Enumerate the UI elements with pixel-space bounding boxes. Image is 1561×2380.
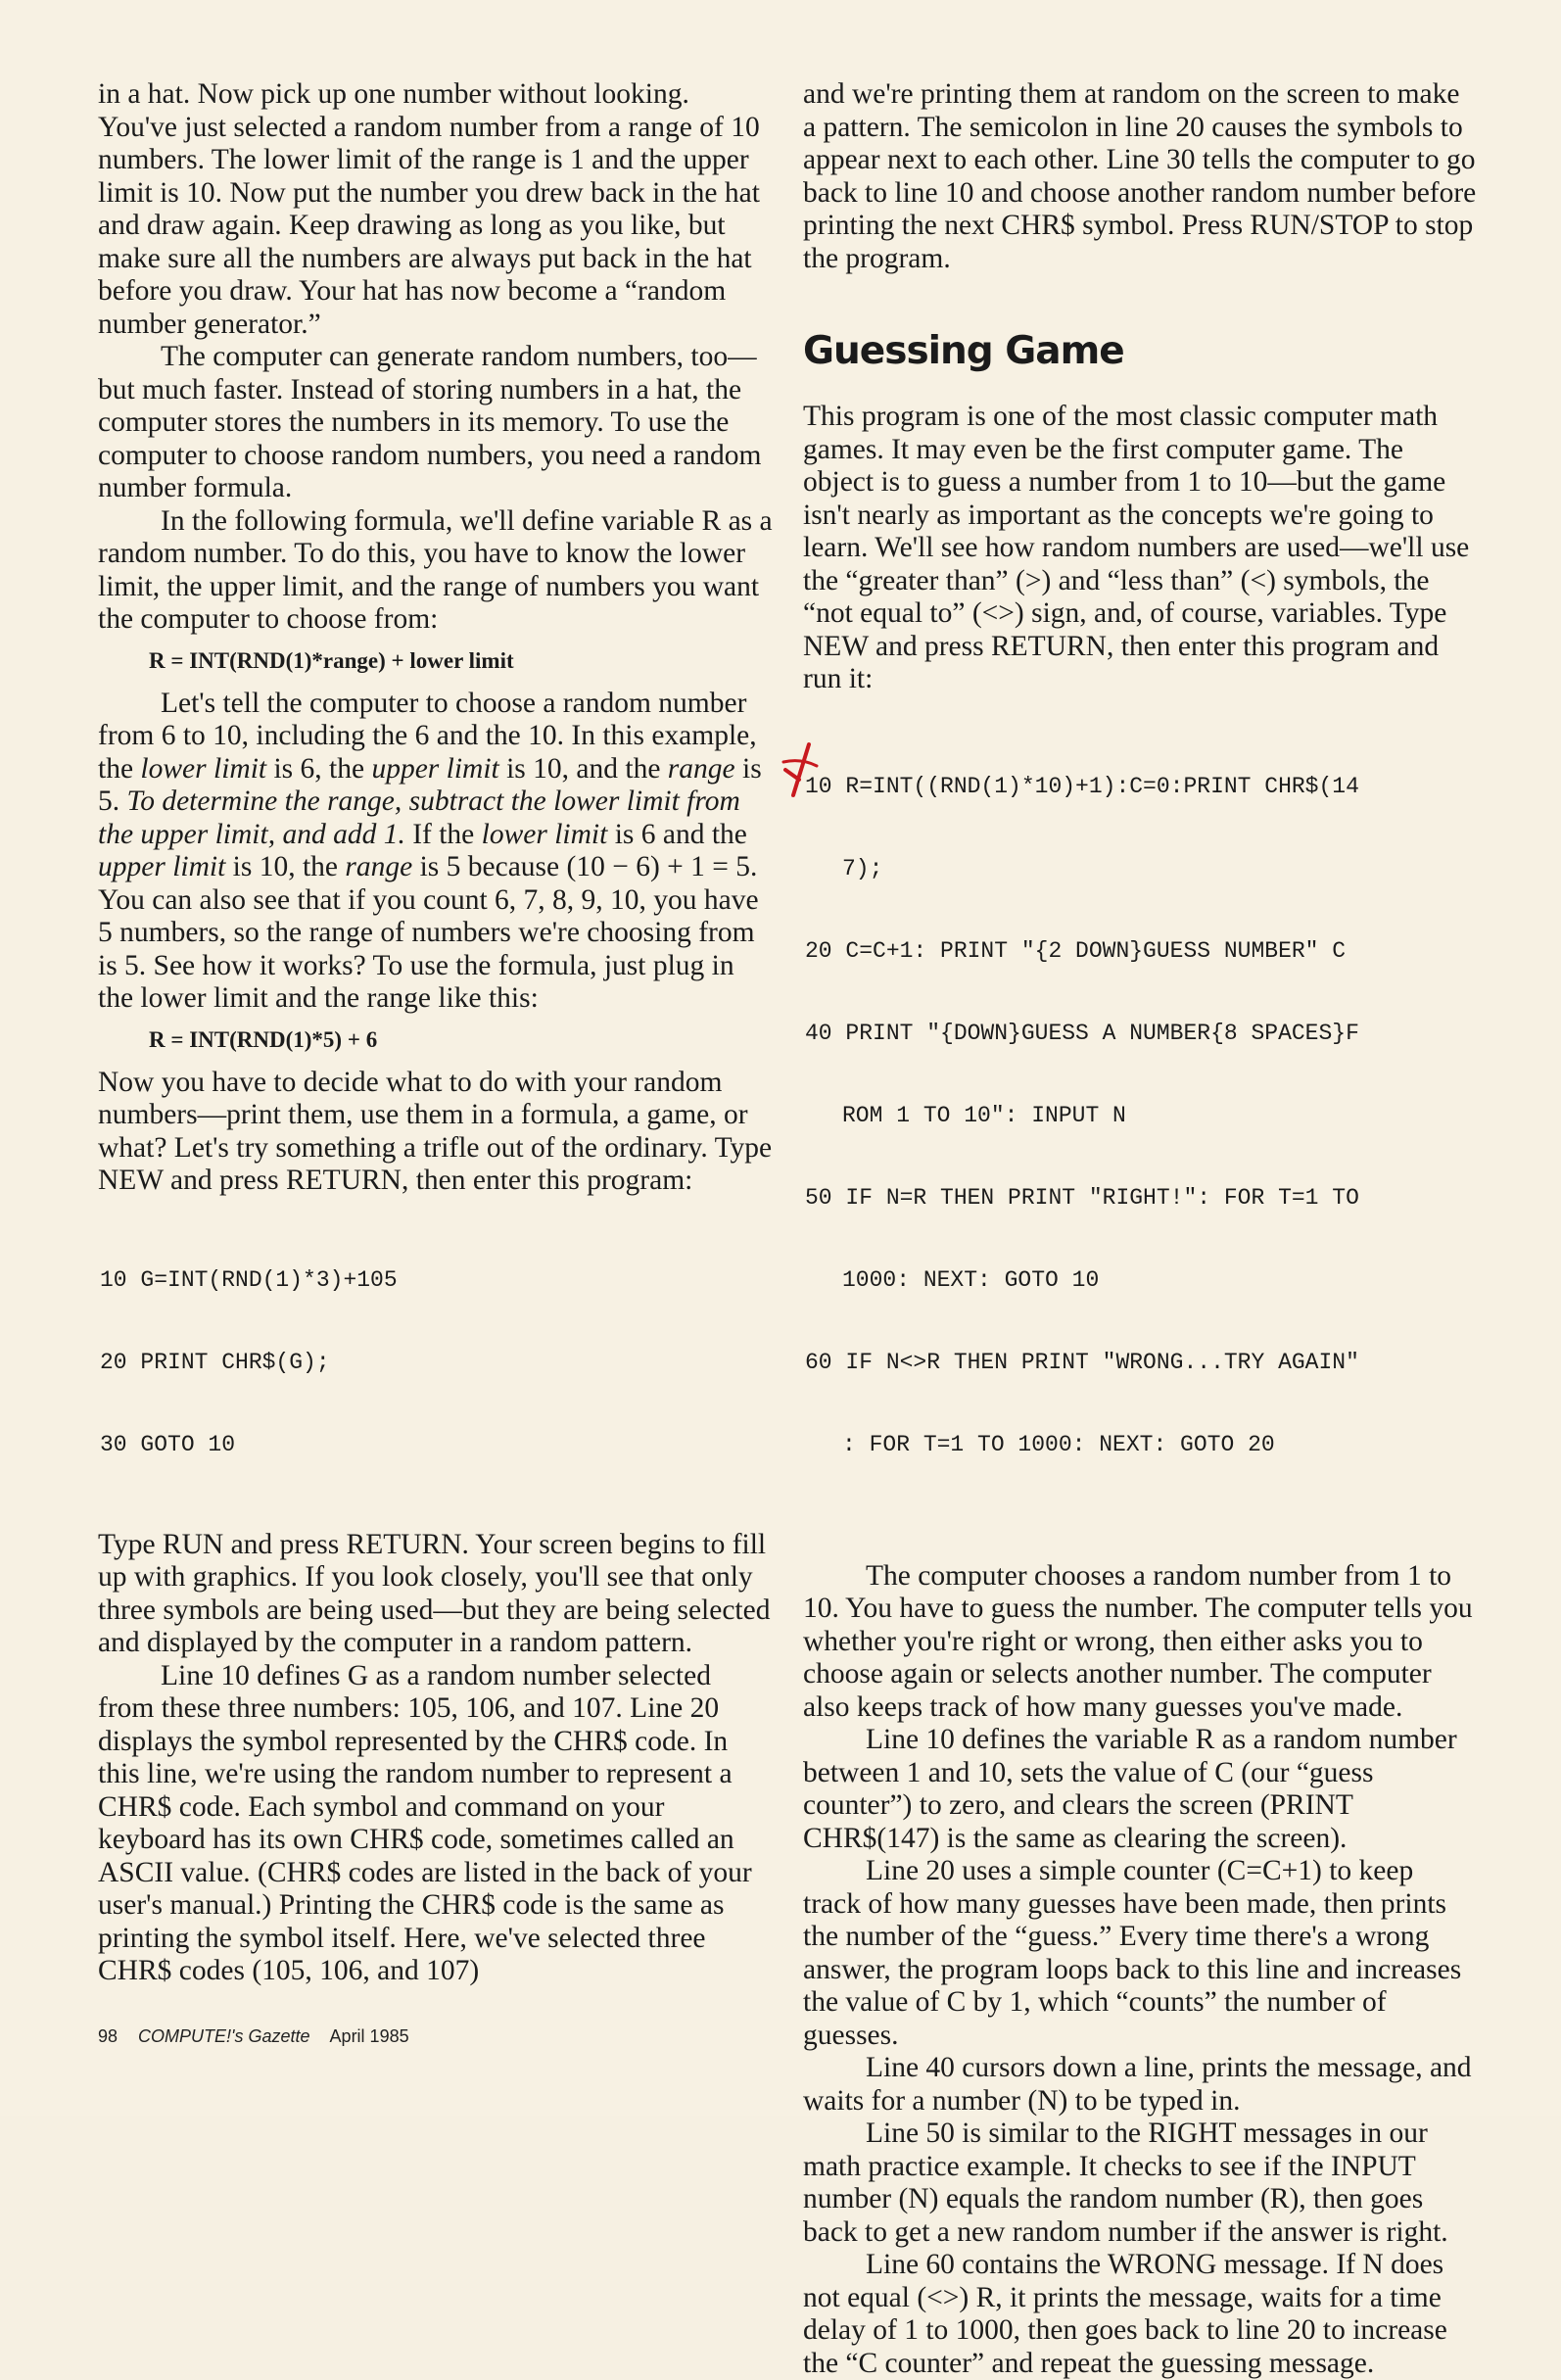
magazine-name: COMPUTE!'s Gazette [138, 2026, 310, 2046]
section-heading: Guessing Game [803, 329, 1124, 373]
code-line-continuation: 1000: NEXT: GOTO 10 [842, 1266, 1100, 1293]
red-pen-check-mark-icon [780, 740, 823, 799]
page-footer [98, 2026, 425, 2047]
code-line: 40 PRINT "{DOWN}GUESS A NUMBER{8 SPACES}F [805, 1020, 1359, 1046]
emphasis: upper limit [98, 851, 226, 882]
code-line: 30 GOTO 10 [100, 1431, 236, 1457]
left-column [98, 78, 774, 1988]
paragraph: Line 20 uses a simple counter (C=C+1) to keep track of how many guesses have been made, then prints the number of the “guess.” Every time there's a wrong answer, the program loops back to this line and increases the value of C by 1, which “counts” the number of guesses. [803, 1855, 1462, 2051]
paragraph: Line 10 defines G as a random number selected from these three numbers: 105, 106, and 107. Line 20 displays the symbol represented by the CHR$ code. In this line, we're using the random number to represent a CHR$ code. Each symbol and command on your keyboard has its own CHR$ code, sometimes called an ASCII value. (CHR$ codes are listed in the back of your user's manual.) Printing the CHR$ code is the same as printing the symbol itself. Here, we've selected three CHR$ codes (105, 106, and 107) [98, 1659, 752, 1986]
emphasis: lower limit [140, 752, 267, 785]
text-run: is 10, the [225, 851, 346, 882]
paragraph: Line 10 defines the variable R as a random number between 1 and 10, sets the value of C (our “guess counter”) to zero, and clears the screen (PRINT CHR$(147) is the same as clearing the screen). [803, 1724, 1457, 1854]
code-listing-random-graphics [100, 1212, 774, 1513]
code-line: 50 IF N=R THEN PRINT "RIGHT!": FOR T=1 TO [805, 1184, 1359, 1211]
text-run: is 10, and the [498, 752, 668, 785]
paragraph: Line 50 is similar to the RIGHT messages in our math practice example. It checks to see if the INPUT number (N) equals the random number (R), then goes back to get a new random number if the answer is right. [803, 2118, 1448, 2248]
paragraph: Now you have to decide what to do with your random numbers—print them, use them in a formula, a game, or what? Let's try something a trifle out of the ordinary. Type NEW and press RETURN, then enter this program: [98, 1066, 773, 1196]
text-run: Let's tell the computer to choose a random number from 6 to 10, including the 6 and the 10. In this example, the [98, 687, 757, 785]
emphasis: range [667, 752, 735, 785]
paragraph-example [98, 688, 774, 1016]
code-line-continuation: : FOR T=1 TO 1000: NEXT: GOTO 20 [842, 1431, 1275, 1457]
right-column [803, 78, 1477, 2380]
emphasis: range [345, 851, 413, 882]
issue-date: April 1985 [329, 2026, 409, 2046]
emphasis-rule: To determine the range, subtract the lower limit from the upper limit, and add 1. [98, 785, 740, 850]
paragraph: In the following formula, we'll define variable R as a random number. To do this, you have to know the lower limit, the upper limit, and the range of numbers you want the computer to choose from: [98, 504, 773, 635]
code-line: 20 C=C+1: PRINT "{2 DOWN}GUESS NUMBER" C [805, 937, 1347, 964]
text-run: is 6, the [266, 752, 372, 785]
text-run: is 5 because (10 − 6) + 1 = 5. You can also see that if you count 6, 7, 8, 9, 10, you have 5 numbers, so the range of numbers we're choosing from is 5. See how it works? To use the formula, just plug in the lower limit and the range like this: [98, 851, 759, 1014]
code-line-continuation: ROM 1 TO 10": INPUT N [842, 1102, 1126, 1128]
code-line: 10 G=INT(RND(1)*3)+105 [100, 1266, 398, 1293]
text-run: is 5. [98, 752, 762, 817]
formula-example: R = INT(RND(1)*5) + 6 [149, 1026, 378, 1052]
paragraph: and we're printing them at random on the screen to make a pattern. The semicolon in line 20 causes the symbols to appear next to each other. Line 30 tells the computer to go back to line 10 and choose another random number before printing the next CHR$ symbol. Press RUN/STOP to stop the program. [803, 78, 1477, 274]
formula-general: R = INT(RND(1)*range) + lower limit [149, 647, 514, 673]
paragraph: Line 40 cursors down a line, prints the message, and waits for a number (N) to be typed in. [803, 2052, 1472, 2117]
code-line-continuation: 7); [842, 855, 883, 881]
code-line: 10 R=INT((RND(1)*10)+1):C=0:PRINT CHR$(14 [805, 773, 1359, 799]
paragraph: Type RUN and press RETURN. Your screen begins to fill up with graphics. If you look closely, you'll see that only three symbols are being used—but they are being selected and displayed by the computer in a random pattern. [98, 1528, 771, 1658]
paragraph: in a hat. Now pick up one number without looking. You've just selected a random number from a range of 10 numbers. The lower limit of the range is 1 and the upper limit is 10. Now put the number you drew back in the hat and draw again. Keep drawing as long as you like, but make sure all the numbers are always put back in the hat before you draw. Your hat has now become a “random number generator.” [98, 78, 760, 340]
code-line: 20 PRINT CHR$(G); [100, 1349, 330, 1375]
emphasis: upper limit [371, 752, 499, 785]
paragraph: The computer chooses a random number from 1 to 10. You have to guess the number. The computer tells you whether you're right or wrong, then either asks you to choose again or selects another number. The computer also keeps track of how many guesses you've made. [803, 1559, 1473, 1723]
emphasis: lower limit [481, 818, 608, 850]
paragraph: Line 60 contains the WRONG message. If N does not equal (<>) R, it prints the message, waits for a time delay of 1 to 1000, then goes back to line 20 to increase the “C counter” and repeat the guessing message. [803, 2249, 1447, 2379]
text-run: If the [404, 818, 482, 850]
paragraph: This program is one of the most classic computer math games. It may even be the first computer game. The object is to guess a number from 1 to 10—but the game isn't nearly as important as the concepts we're going to learn. We'll see how random numbers are used—we'll use the “greater than” (>) and “less than” (<) symbols, the “not equal to” (<>) sign, and, of course, variables. Type NEW and press RETURN, then enter this program and run it: [803, 401, 1470, 694]
code-listing-guessing-game [805, 718, 1477, 1513]
code-line: 60 IF N<>R THEN PRINT "WRONG...TRY AGAIN" [805, 1349, 1359, 1375]
page-number: 98 [98, 2026, 118, 2046]
text-run: is 6 and the [607, 818, 747, 850]
paragraph: The computer can generate random numbers, too—but much faster. Instead of storing numbers in a hat, the computer stores the numbers in its memory. To use the computer to choose random numbers, you need a random number formula. [98, 341, 762, 503]
